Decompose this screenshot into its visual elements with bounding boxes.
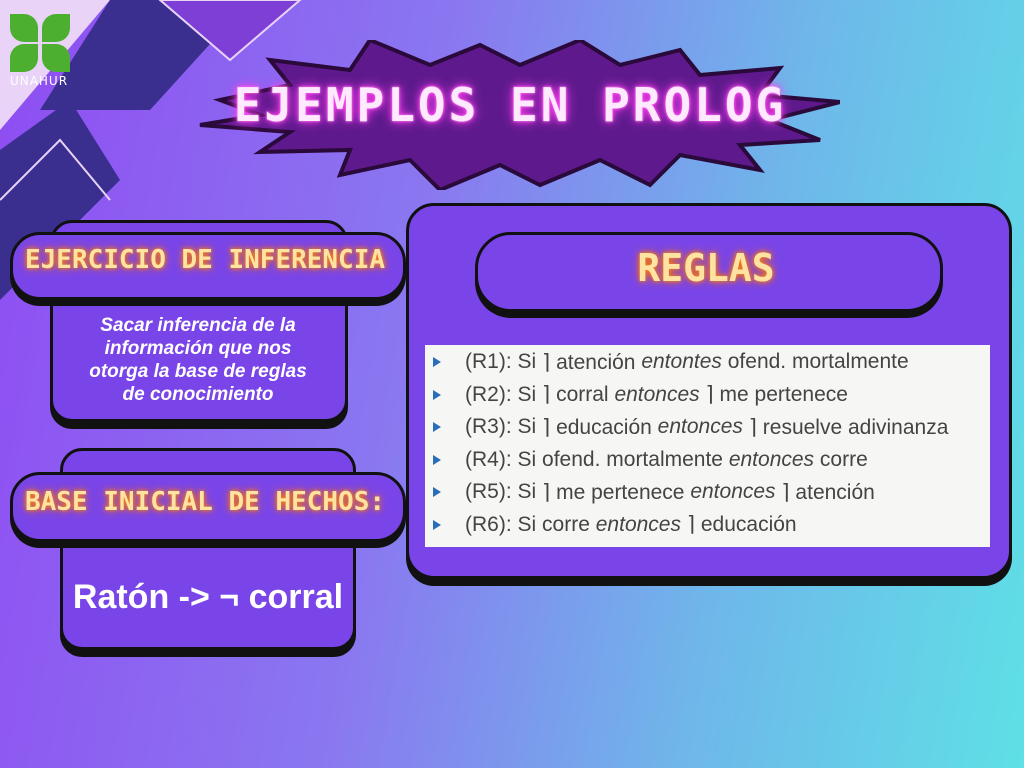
bullet-icon (433, 487, 441, 497)
rule-item: (R5): Si ⌉ me pertenece entonces ⌉ atención (425, 476, 990, 509)
page-title: EJEMPLOS EN PROLOG (233, 78, 787, 132)
bullet-icon (433, 455, 441, 465)
rule-item: (R2): Si ⌉ corral entonces ⌉ me pertenece (425, 379, 990, 412)
facts-value: Ratón -> ¬ corral (72, 578, 344, 616)
bullet-icon (433, 422, 441, 432)
logo-text: UNAHUR (9, 74, 69, 88)
unahur-logo (6, 14, 72, 94)
bullet-icon (433, 357, 441, 367)
rules-list (425, 345, 990, 547)
rule-item: (R3): Si ⌉ educación entonces ⌉ resuelve adivinanza (425, 411, 990, 444)
bullet-icon (433, 520, 441, 530)
facts-heading: BASE INICIAL DE HECHOS: (24, 487, 386, 517)
rule-item: (R4): Si ofend. mortalmente entonces corre (425, 444, 990, 477)
inference-description: Sacar inferencia de la información que nos otorga la base de reglas de conocimiento (89, 315, 307, 405)
bullet-icon (433, 390, 441, 400)
rules-heading: REGLAS (637, 246, 775, 290)
rule-item: (R6): Si corre entonces ⌉ educación (425, 509, 990, 542)
rule-item: (R1): Si ⌉ atención entontes ofend. mortalmente (425, 346, 990, 379)
inference-heading: EJERCICIO DE INFERENCIA (24, 245, 386, 275)
